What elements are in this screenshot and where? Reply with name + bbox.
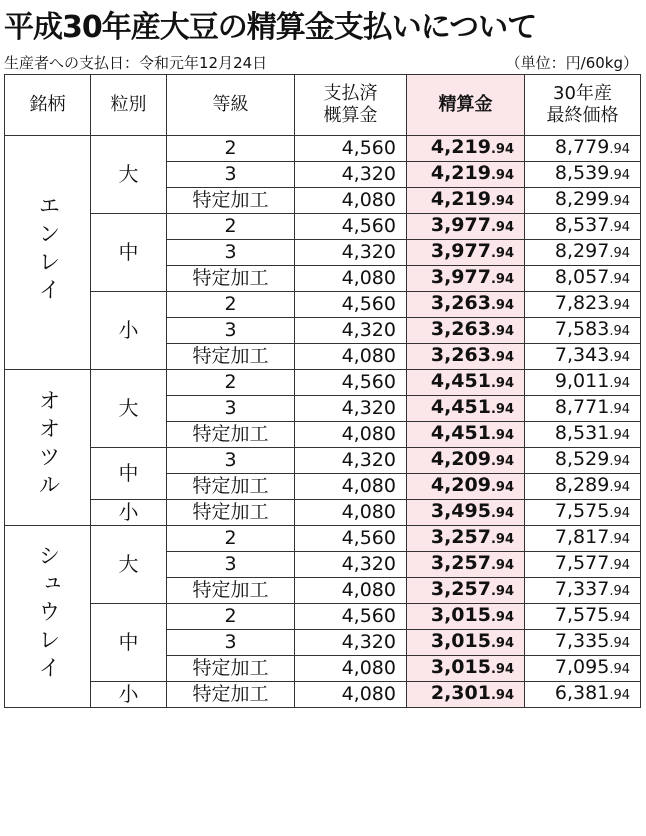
size-cell: 小: [91, 292, 167, 370]
settle-int: 4,219: [430, 162, 491, 184]
header-size: 粒別: [91, 75, 167, 136]
settle-dec: .94: [490, 168, 514, 183]
header-final-line2: 最終価格: [546, 105, 619, 126]
brand-cell: [5, 526, 91, 708]
size-cell: 中: [91, 214, 167, 292]
grade-cell: 特定加工: [167, 188, 295, 214]
final-int: 8,297: [554, 240, 610, 262]
settle-dec: .94: [490, 376, 514, 391]
final-cell: [525, 292, 641, 318]
settle-int: 3,263: [430, 344, 491, 366]
settle-cell: [407, 656, 525, 682]
paid-cell: 4,320: [295, 240, 407, 266]
grade-cell: 3: [167, 318, 295, 344]
paid-cell: 4,320: [295, 318, 407, 344]
paid-cell: 4,080: [295, 578, 407, 604]
size-cell: 大: [91, 370, 167, 448]
header-grade: 等級: [167, 75, 295, 136]
grade-cell: 特定加工: [167, 344, 295, 370]
final-cell: [525, 604, 641, 630]
final-dec: .94: [609, 142, 630, 157]
final-dec: .94: [609, 402, 630, 417]
paid-cell: 4,320: [295, 552, 407, 578]
paid-cell: 4,560: [295, 604, 407, 630]
settle-cell: [407, 370, 525, 396]
settle-dec: .94: [490, 142, 514, 157]
settle-int: 4,451: [430, 396, 491, 418]
final-int: 7,335: [554, 630, 610, 652]
final-cell: [525, 500, 641, 526]
paid-cell: 4,080: [295, 474, 407, 500]
settle-int: 3,977: [430, 266, 491, 288]
final-cell: [525, 370, 641, 396]
settle-cell: [407, 630, 525, 656]
final-int: 8,771: [554, 396, 610, 418]
final-int: 8,779: [554, 136, 610, 158]
table-row: [5, 136, 641, 162]
paid-cell: 4,080: [295, 656, 407, 682]
paid-cell: 4,320: [295, 162, 407, 188]
brand-cell: [5, 136, 91, 370]
final-int: 7,575: [554, 500, 610, 522]
settle-dec: .94: [490, 610, 514, 625]
final-int: 7,577: [554, 552, 610, 574]
grade-cell: 2: [167, 136, 295, 162]
final-int: 7,817: [554, 526, 610, 548]
paid-cell: 4,080: [295, 682, 407, 708]
final-dec: .94: [609, 350, 630, 365]
settle-int: 3,495: [430, 500, 491, 522]
settle-dec: .94: [490, 428, 514, 443]
settle-dec: .94: [490, 506, 514, 521]
settle-cell: [407, 500, 525, 526]
final-dec: .94: [609, 688, 630, 703]
final-dec: .94: [609, 662, 630, 677]
settle-dec: .94: [490, 662, 514, 677]
final-cell: [525, 318, 641, 344]
grade-cell: 2: [167, 214, 295, 240]
final-cell: [525, 266, 641, 292]
brand-name: オオツル: [35, 388, 60, 501]
final-dec: .94: [609, 636, 630, 651]
settle-dec: .94: [490, 402, 514, 417]
settle-dec: .94: [490, 220, 514, 235]
final-cell: [525, 682, 641, 708]
settle-int: 3,015: [430, 604, 491, 626]
final-int: 8,537: [554, 214, 610, 236]
grade-cell: 特定加工: [167, 474, 295, 500]
settle-dec: .94: [490, 298, 514, 313]
settlement-table: [4, 74, 641, 708]
header-row: [5, 75, 641, 136]
settle-int: 4,209: [430, 474, 491, 496]
table-row: [5, 214, 641, 240]
final-cell: [525, 474, 641, 500]
final-cell: [525, 578, 641, 604]
grade-cell: 2: [167, 370, 295, 396]
settle-dec: .94: [490, 454, 514, 469]
final-dec: .94: [609, 298, 630, 313]
settle-dec: .94: [490, 558, 514, 573]
final-cell: [525, 422, 641, 448]
settle-cell: [407, 552, 525, 578]
size-cell: 中: [91, 604, 167, 682]
final-dec: .94: [609, 428, 630, 443]
final-int: 8,289: [554, 474, 610, 496]
grade-cell: 2: [167, 526, 295, 552]
final-cell: [525, 656, 641, 682]
settle-dec: .94: [490, 480, 514, 495]
settle-dec: .94: [490, 194, 514, 209]
settle-cell: [407, 526, 525, 552]
brand-name: エンレイ: [35, 193, 60, 306]
final-int: 7,575: [554, 604, 610, 626]
settle-int: 3,263: [430, 292, 491, 314]
settle-cell: [407, 292, 525, 318]
final-int: 6,381: [554, 682, 610, 704]
final-cell: [525, 240, 641, 266]
grade-cell: 特定加工: [167, 422, 295, 448]
settle-dec: .94: [490, 272, 514, 287]
table-row: [5, 292, 641, 318]
grade-cell: 3: [167, 630, 295, 656]
settle-dec: .94: [490, 532, 514, 547]
settle-cell: [407, 344, 525, 370]
size-cell: 中: [91, 448, 167, 500]
final-cell: [525, 396, 641, 422]
settle-int: 3,257: [430, 578, 491, 600]
settle-int: 4,219: [430, 188, 491, 210]
table-row: [5, 604, 641, 630]
final-int: 8,539: [554, 162, 610, 184]
final-dec: .94: [609, 584, 630, 599]
header-final-line1: 30年産: [553, 83, 612, 104]
brand-cell: [5, 370, 91, 526]
settle-cell: [407, 474, 525, 500]
paid-cell: 4,320: [295, 396, 407, 422]
size-cell: 小: [91, 500, 167, 526]
paid-cell: 4,560: [295, 370, 407, 396]
table-body: [5, 136, 641, 708]
final-cell: [525, 526, 641, 552]
header-final: [525, 75, 641, 136]
final-dec: .94: [609, 246, 630, 261]
final-dec: .94: [609, 220, 630, 235]
final-dec: .94: [609, 454, 630, 469]
final-int: 9,011: [554, 370, 610, 392]
grade-cell: 3: [167, 552, 295, 578]
settle-cell: [407, 396, 525, 422]
settle-dec: .94: [490, 636, 514, 651]
final-dec: .94: [609, 532, 630, 547]
settle-int: 3,263: [430, 318, 491, 340]
grade-cell: 2: [167, 292, 295, 318]
unit-note: （単位：円/60kg）: [505, 54, 638, 72]
header-brand: 銘柄: [5, 75, 91, 136]
header-paid-line1: 支払済: [323, 83, 378, 104]
settle-cell: [407, 240, 525, 266]
settle-int: 3,015: [430, 630, 491, 652]
settle-int: 4,219: [430, 136, 491, 158]
size-cell: 大: [91, 136, 167, 214]
header-paid-line2: 概算金: [323, 105, 378, 126]
settle-int: 3,977: [430, 240, 491, 262]
settle-cell: [407, 162, 525, 188]
final-cell: [525, 188, 641, 214]
final-cell: [525, 552, 641, 578]
final-cell: [525, 214, 641, 240]
grade-cell: 特定加工: [167, 266, 295, 292]
settle-cell: [407, 318, 525, 344]
final-int: 7,343: [554, 344, 610, 366]
paid-cell: 4,560: [295, 136, 407, 162]
final-dec: .94: [609, 272, 630, 287]
final-dec: .94: [609, 610, 630, 625]
payment-date: 生産者への支払日：令和元年12月24日: [4, 54, 268, 72]
settle-dec: .94: [490, 584, 514, 599]
final-int: 8,529: [554, 448, 610, 470]
grade-cell: 2: [167, 604, 295, 630]
paid-cell: 4,320: [295, 448, 407, 474]
size-cell: 小: [91, 682, 167, 708]
final-int: 8,057: [554, 266, 610, 288]
table-row: [5, 500, 641, 526]
final-cell: [525, 344, 641, 370]
paid-cell: 4,080: [295, 266, 407, 292]
final-cell: [525, 448, 641, 474]
settle-cell: [407, 136, 525, 162]
grade-cell: 3: [167, 448, 295, 474]
final-dec: .94: [609, 558, 630, 573]
settle-dec: .94: [490, 324, 514, 339]
header-paid: [295, 75, 407, 136]
paid-cell: 4,560: [295, 292, 407, 318]
brand-name: シュウレイ: [35, 543, 60, 684]
table-row: [5, 448, 641, 474]
final-dec: .94: [609, 506, 630, 521]
grade-cell: 3: [167, 396, 295, 422]
final-int: 7,583: [554, 318, 610, 340]
table-row: [5, 682, 641, 708]
final-dec: .94: [609, 376, 630, 391]
settle-cell: [407, 448, 525, 474]
grade-cell: 特定加工: [167, 578, 295, 604]
settle-cell: [407, 214, 525, 240]
settle-cell: [407, 266, 525, 292]
grade-cell: 特定加工: [167, 500, 295, 526]
final-int: 7,823: [554, 292, 610, 314]
settle-int: 2,301: [430, 682, 491, 704]
settle-int: 3,257: [430, 552, 491, 574]
final-cell: [525, 630, 641, 656]
size-cell: 大: [91, 526, 167, 604]
final-cell: [525, 162, 641, 188]
paid-cell: 4,080: [295, 422, 407, 448]
settle-int: 3,977: [430, 214, 491, 236]
final-int: 7,337: [554, 578, 610, 600]
grade-cell: 3: [167, 240, 295, 266]
final-dec: .94: [609, 324, 630, 339]
settle-dec: .94: [490, 246, 514, 261]
settle-int: 4,451: [430, 370, 491, 392]
paid-cell: 4,080: [295, 500, 407, 526]
header-settle: 精算金: [407, 75, 525, 136]
final-cell: [525, 136, 641, 162]
settle-int: 3,257: [430, 526, 491, 548]
grade-cell: 特定加工: [167, 656, 295, 682]
final-int: 8,531: [554, 422, 610, 444]
paid-cell: 4,080: [295, 344, 407, 370]
final-int: 8,299: [554, 188, 610, 210]
table-row: [5, 370, 641, 396]
settle-cell: [407, 578, 525, 604]
final-dec: .94: [609, 194, 630, 209]
paid-cell: 4,560: [295, 526, 407, 552]
settle-int: 3,015: [430, 656, 491, 678]
settle-dec: .94: [490, 688, 514, 703]
final-dec: .94: [609, 480, 630, 495]
settle-int: 4,451: [430, 422, 491, 444]
grade-cell: 特定加工: [167, 682, 295, 708]
settle-cell: [407, 682, 525, 708]
paid-cell: 4,560: [295, 214, 407, 240]
settle-cell: [407, 604, 525, 630]
settle-cell: [407, 188, 525, 214]
final-dec: .94: [609, 168, 630, 183]
final-int: 7,095: [554, 656, 610, 678]
paid-cell: 4,320: [295, 630, 407, 656]
page-title: 平成30年産大豆の精算金支払いについて: [4, 10, 537, 45]
grade-cell: 3: [167, 162, 295, 188]
settle-cell: [407, 422, 525, 448]
settle-int: 4,209: [430, 448, 491, 470]
settle-dec: .94: [490, 350, 514, 365]
table-row: [5, 526, 641, 552]
paid-cell: 4,080: [295, 188, 407, 214]
